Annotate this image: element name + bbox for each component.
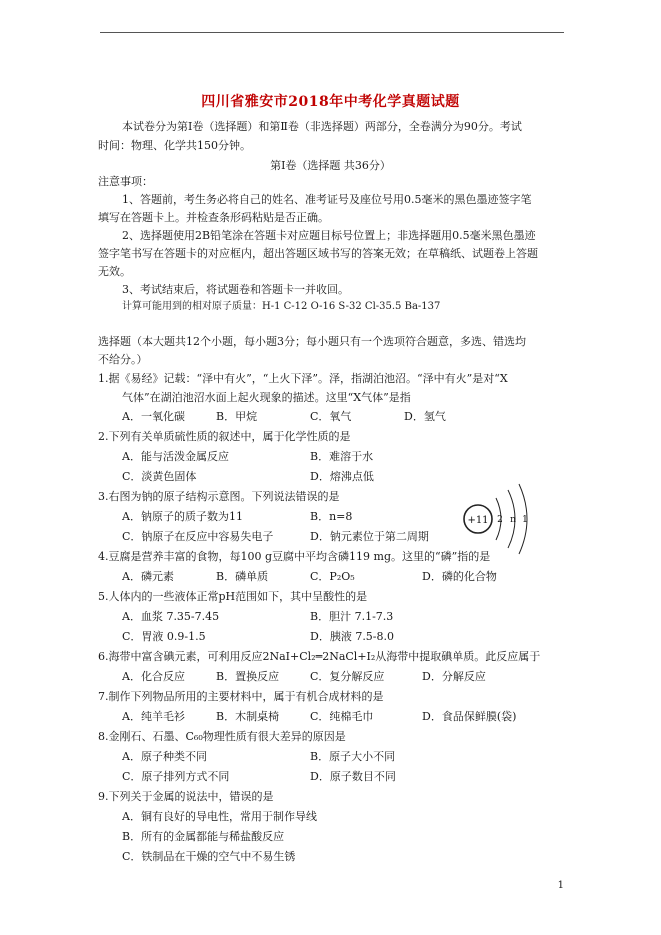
question-2-option-b: B．难溶于水 (310, 450, 374, 463)
intro-line-1: 本试卷分为第Ⅰ卷（选择题）和第Ⅱ卷（非选择题）两部分，全卷满分为90分。考试 (122, 120, 522, 133)
question-4-option-d: D．磷的化合物 (422, 570, 497, 583)
question-2-option-a: A．能与活泼金属反应 (122, 450, 229, 463)
question-6-option-b: B．置换反应 (216, 670, 280, 683)
question-2-option-c: C．淡黄色固体 (122, 470, 197, 483)
question-8-stem: 8.金刚石、石墨、C₆₀物理性质有很大差异的原因是 (98, 730, 346, 743)
question-9-option-a: A．铜有良好的导电性，常用于制作导线 (122, 810, 317, 823)
shell-1-count: 2 (497, 515, 503, 525)
question-2-stem: 2.下列有关单质硫性质的叙述中，属于化学性质的是 (98, 430, 351, 443)
question-6-option-d: D．分解反应 (422, 670, 486, 683)
nucleus-label: +11 (467, 515, 489, 526)
question-6-option-a: A．化合反应 (122, 670, 185, 683)
question-1-option-a: A．一氧化碳 (122, 410, 185, 423)
question-1-stem-cont: 气体”在湖泊池沼水面上起火现象的描述。这里“X气体”是指 (122, 391, 411, 404)
question-4-option-a: A．磷元素 (122, 570, 174, 583)
question-3-option-a: A．钠原子的质子数为11 (122, 510, 243, 523)
question-2-option-d: D．熔沸点低 (310, 470, 374, 483)
section-heading: 第Ⅰ卷（选择题 共36分） (270, 159, 391, 172)
question-4-option-b: B．磷单质 (216, 570, 269, 583)
question-7-option-c: C．纯棉毛巾 (310, 710, 374, 723)
question-9-option-c: C．铁制品在干燥的空气中不易生锈 (122, 850, 296, 863)
shell-2-count: n (510, 515, 516, 525)
question-3-stem: 3.右图为钠的原子结构示意图。下列说法错误的是 (98, 490, 340, 503)
shell-3-count: 1 (522, 515, 528, 525)
question-3-option-b: B．n=8 (310, 510, 353, 523)
note-3: 3、考试结束后，将试题卷和答题卡一并收回。 (122, 283, 349, 296)
page-number: 1 (557, 880, 564, 891)
note-2-line-3: 无效。 (98, 265, 131, 278)
question-3-option-d: D．钠元素位于第二周期 (310, 530, 429, 543)
note-2-line-2: 签字笔书写在答题卡的对应框内，超出答题区域书写的答案无效；在草稿纸、试题卷上答题 (98, 247, 538, 260)
note-2-line-1: 2、选择题使用2B铅笔涂在答题卡对应题目标号位置上；非选择题用0.5毫米黑色墨迹 (122, 229, 536, 242)
question-9-option-b: B．所有的金属都能与稀盐酸反应 (122, 830, 285, 843)
sodium-atom-diagram (462, 482, 532, 556)
question-7-option-b: B．木制桌椅 (216, 710, 280, 723)
question-4-option-c: C．P₂O₅ (310, 570, 355, 583)
question-4-stem: 4.豆腐是营养丰富的食物，每100 g豆腐中平均含磷119 mg。这里的“磷”指的是 (98, 550, 491, 563)
question-5-option-d: D．胰液 7.5-8.0 (310, 630, 395, 643)
question-1-stem: 1.据《易经》记载：“泽中有火”，“上火下泽”。泽，指湖泊池沼。“泽中有火”是对“X (98, 372, 508, 385)
question-6-stem: 6.海带中富含碘元素，可利用反应2NaI+Cl₂═2NaCl+I₂从海带中提取碘单质。此反应属于 (98, 650, 541, 663)
note-1-line-1: 1、答题前，考生务必将自己的姓名、准考证号及座位号用0.5毫米的黑色墨迹签字笔 (122, 193, 532, 206)
question-1-option-d: D．氢气 (404, 410, 446, 423)
question-7-stem: 7.制作下列物品所用的主要材料中，属于有机合成材料的是 (98, 690, 384, 703)
choice-intro-line-2: 不给分。） (98, 353, 148, 366)
page-title: 四川省雅安市2018年中考化学真题试题 (201, 94, 460, 110)
question-5-option-a: A．血浆 7.35-7.45 (122, 610, 220, 623)
question-5-stem: 5.人体内的一些液体正常pH范围如下，其中呈酸性的是 (98, 590, 368, 603)
notes-heading: 注意事项： (98, 175, 153, 188)
question-8-option-a: A．原子种类不同 (122, 750, 207, 763)
question-6-option-c: C．复分解反应 (310, 670, 385, 683)
question-3-option-c: C．钠原子在反应中容易失电子 (122, 530, 274, 543)
question-8-option-b: B．原子大小不同 (310, 750, 396, 763)
question-7-option-d: D．食品保鲜膜(袋) (422, 710, 517, 723)
atomic-masses: 计算可能用到的相对原子质量：H-1 C-12 O-16 S-32 Cl-35.5 Ba-137 (122, 301, 441, 312)
header-rule (100, 32, 564, 33)
question-1-option-b: B．甲烷 (216, 410, 258, 423)
choice-intro-line-1: 选择题（本大题共12个小题，每小题3分；每小题只有一个选项符合题意，多选、错选均 (98, 335, 526, 348)
intro-line-2: 时间：物理、化学共150分钟。 (98, 139, 251, 152)
question-5-option-c: C．胃液 0.9-1.5 (122, 630, 206, 643)
question-5-option-b: B．胆汁 7.1-7.3 (310, 610, 394, 623)
question-1-option-c: C．氧气 (310, 410, 352, 423)
question-7-option-a: A．纯羊毛衫 (122, 710, 185, 723)
note-1-line-2: 填写在答题卡上。并检查条形码粘贴是否正确。 (98, 211, 329, 224)
question-8-option-c: C．原子排列方式不同 (122, 770, 230, 783)
question-9-stem: 9.下列关于金属的说法中，错误的是 (98, 790, 274, 803)
question-8-option-d: D．原子数目不同 (310, 770, 396, 783)
